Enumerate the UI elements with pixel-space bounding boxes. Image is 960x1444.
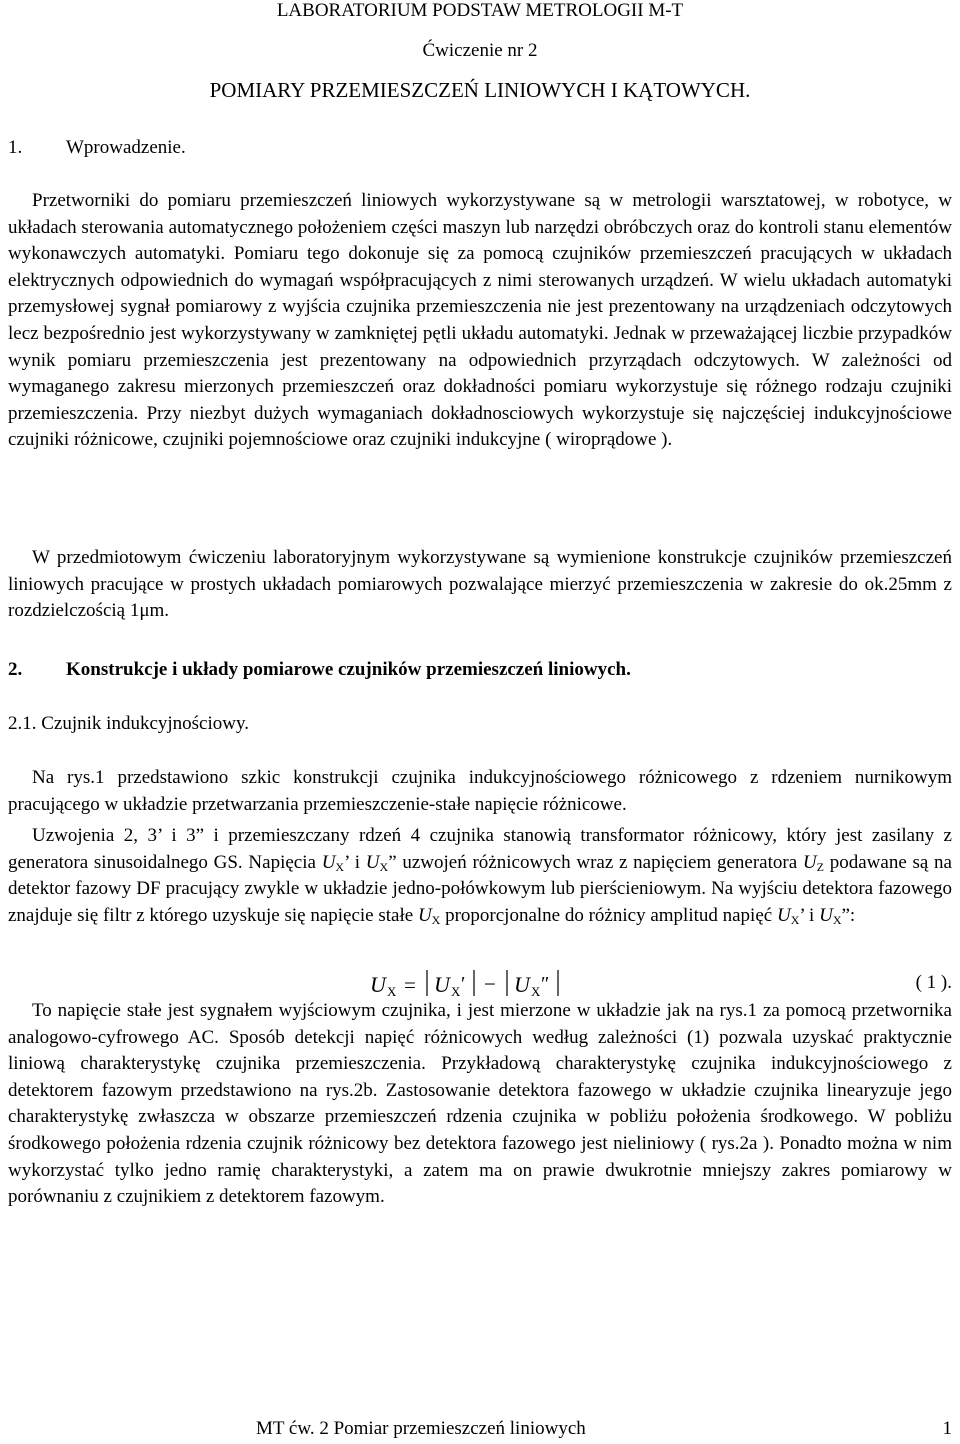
subscript: X (335, 859, 345, 874)
subscript: Z (816, 859, 824, 874)
eq-lhs-sub: X (387, 984, 397, 999)
eq-term2-var: U (514, 972, 530, 997)
eq-term1-prime: ′ (461, 973, 466, 995)
paragraph-introduction: Przetworniki do pomiaru przemieszczeń liniowych wykorzystywane są w metrologii warsztatowej, w robotyce, w układach sterowania automatycznego położeniem części maszyn lub narzędzi obróbczych oraz do kontroli stanu elementów wykonawczych automatyki. Pomiaru tego dokonuje się za pomocą czujników przemieszczeń pracujących w układach elektrycznych odpowiednich do wymagań współpracujących z nimi sterowanych urządzeń. W wielu układach automatyki przemysłowej sygnał pomiarowy z wyjścia czujnika przemieszczenia nie jest prezentowany na urządzeniach odczytowych lecz bezpośrednio jest wykorzystywany w zamkniętej pętli układu automatyki. Jednak w przeważającej liczbie przypadków wynik pomiaru przemieszczenia jest prezentowany na odpowiednich przyrządach odczytowych. W zależności od wymaganego zakresu mierzonych przemieszczeń oraz dokładności pomiaru wykorzystuje się różnego rodzaju czujniki przemieszczenia. Przy niezbyt dużych wymaganiach dokładnosciowych wykorzystuje się najczęściej indukcyjnościowe czujniki różnicowe, czujniki pojemnościowe oraz czujniki indukcyjne ( wiroprądowe ). (8, 190, 952, 451)
text-run: podawane są na detektor fazowy DF pracujący zwykle w układzie jedno-połówkowym lub pierścieniowym. Na wyjściu detektora fazowego znajduje się filtr z którego uzyskuje się napięcie stałe (8, 851, 952, 926)
variable-u: U (802, 851, 817, 873)
section-title: Wprowadzenie. (66, 137, 186, 158)
paragraph-output-signal: To napięcie stałe jest sygnałem wyjściowym czujnika, i jest mierzone w układzie jak na rys.1 za pomocą przetwornika analogowo-cyfrowego AC. Sposób detekcji napięć różnicowych według zależności (1) pozwala uzyskać praktycznie liniową charakterystykę czujnika przemieszczenia. Przykładową charakterystykę czujnika indukcyjnościowego z detektorem fazowym przedstawiono na rys.2b. Zastosowanie detektora fazowego w układzie czujnika linearyzuje jego charakterystykę zwłaszcza w obszarze przemieszczeń rdzenia czujnika w pobliżu położenia środkowego. W pobliżu środkowego położenia rdzenia czujnik różnicowy bez detektora fazowego jest nieliniowy ( rys.2a ). Ponadto można w nim wykorzystać tylko jedno ramię charakterystyki, a zatem ma on prawie dwukrotnie mniejszy zakres pomiarowy w porównaniu z czujnikiem z detektorem fazowym. (8, 1000, 952, 1208)
section-1-heading (8, 137, 186, 159)
subscript: X (431, 912, 441, 927)
lab-header: LABORATORIUM PODSTAW METROLOGII M-T (276, 0, 684, 21)
variable-u: U (417, 904, 432, 926)
text-run: Uzwojenia 2, 3’ i 3” i przemieszczany rdzeń 4 czujnika stanowią transformator różnicowy, który jest zasilany z generatora sinusoidalnego GS. Napięcia (8, 825, 952, 873)
equation-number: ( 1 ). (915, 972, 952, 993)
equation-graphic (0, 966, 960, 1000)
page-number: 1 (942, 1418, 952, 1439)
variable-u: U (365, 851, 380, 873)
eq-term1-sub: X (451, 984, 461, 999)
text-run: ’ i (344, 851, 366, 873)
variable-u: U (776, 904, 791, 926)
exercise-number: Ćwiczenie nr 2 (422, 40, 538, 61)
subscript: X (379, 859, 389, 874)
section-title: Konstrukcje i układy pomiarowe czujników przemieszczeń liniowych. (66, 659, 631, 680)
eq-equals: = (404, 973, 416, 997)
section-number: 1. (8, 137, 23, 158)
document-title: POMIARY PRZEMIESZCZEŃ LINIOWYCH I KĄTOWYCH. (209, 78, 751, 102)
paragraph-exercise-scope: W przedmiotowym ćwiczeniu laboratoryjnym wykorzystywane są wymienione konstrukcje czujników przemieszczeń liniowych pracujące w prostych układach pomiarowych pozwalające mierzyć przemieszczenia w zakresie do ok.25mm z rozdzielczością 1μm. (8, 547, 952, 622)
paragraph-transformer-description (8, 823, 952, 929)
eq-term2-prime: ″ (541, 973, 550, 995)
subscript: X (832, 912, 842, 927)
paragraph-figure-1-description: Na rys.1 przedstawiono szkic konstrukcji czujnika indukcyjnościowego różnicowego z rdzeniem nurnikowym pracującego w układzie przetwarzania przemieszczenie-stałe napięcie różnicowe. (8, 767, 952, 815)
text-run: ”: (841, 904, 856, 926)
text-run: ’ i (799, 904, 820, 926)
subsection-2-1-heading: 2.1. Czujnik indukcyjnościowy. (8, 713, 249, 734)
subscript: X (790, 912, 800, 927)
equation-1 (0, 966, 960, 1000)
eq-minus: − (484, 972, 496, 996)
text-run: proporcjonalne do różnicy amplitud napięć (440, 904, 777, 926)
eq-term1-var: U (434, 972, 450, 997)
variable-u: U (819, 904, 833, 926)
text-run: ” uzwojeń różnicowych wraz z napięciem generatora (388, 851, 803, 873)
section-number: 2. (8, 659, 23, 680)
variable-u: U (321, 851, 336, 873)
section-2-heading (8, 659, 631, 681)
footer-title: MT ćw. 2 Pomiar przemieszczeń liniowych (256, 1418, 586, 1439)
eq-term2-sub: X (531, 984, 541, 999)
eq-lhs-var: U (370, 972, 386, 997)
